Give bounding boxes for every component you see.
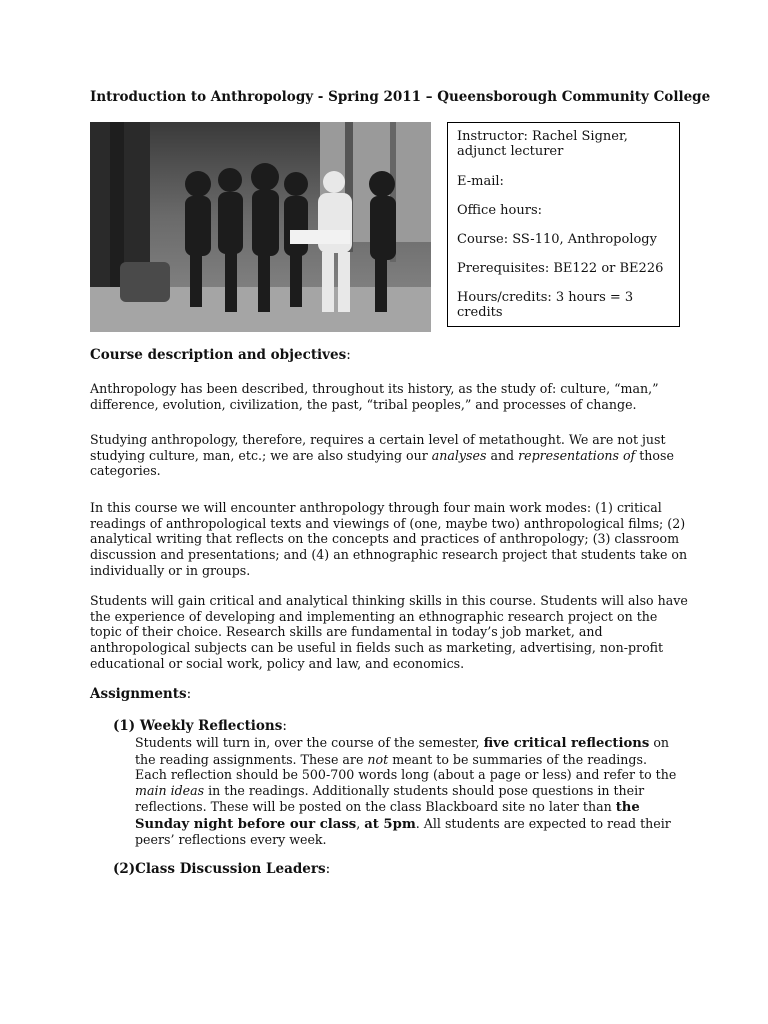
weekly-reflections-heading: (1) Weekly Reflections: [113, 718, 287, 734]
course-description-heading: Course description and objectives: [90, 347, 351, 363]
instructor-label: Instructor: Rachel Signer, [457, 129, 628, 144]
hours-credits-label: Hours/credits: 3 hours = 3 credits [457, 290, 634, 320]
page-title: Introduction to Anthropology - Spring 2011 – Queensborough Community College [90, 89, 711, 105]
email-label: E-mail: [457, 174, 504, 189]
historical-photo [90, 122, 431, 332]
course-info-box [447, 122, 680, 327]
office-hours-label: Office hours: [457, 203, 542, 218]
paragraph-metathought: Studying anthropology, therefore, requires a certain level of metathought. We are not just studying culture, man, etc.; we are also studying our analyses and representations of those categories. [90, 432, 674, 479]
paragraph-work-modes: In this course we will encounter anthropology through four main work modes: (1) critical readings of anthropological texts and viewings of (one, maybe two) anthropological films; (2) analytical writing that reflects on the concepts and practices of anthropology; (3) classroom discussion and presentations; and (4) an ethnographic research project that students take on individually or in groups. [90, 500, 688, 578]
prerequisites-label: Prerequisites: BE122 or BE226 [457, 261, 664, 276]
photo-icon [90, 122, 431, 332]
paragraph-skills: Students will gain critical and analytical thinking skills in this course. Students will also have the experience of developing and implementing an ethnographic research project on the topic of their choice. Research skills are fundamental in today’s job market, and anthropological subjects can be useful in fields such as marketing, advertising, non-profit educational or social work, policy and law, and economics. [90, 593, 688, 671]
assignments-heading: Assignments: [90, 686, 192, 702]
weekly-reflections-text: Students will turn in, over the course of the semester, five critical reflections on the reading assignments. These are not meant to be summaries of the readings. Each reflection should be 500-700 words long (about a page or less) and refer to the main ideas in the readings. Additionally students should pose questions in their reflections. These will be posted on the class Blackboard site no later than the Sunday night before our class, at 5pm. All students are expected to read their peers’ reflections every week. [135, 735, 677, 848]
paragraph-intro: Anthropology has been described, throughout its history, as the study of: culture, “man,” difference, evolution, civilization, the past, “tribal peoples,” and processes of change. [90, 381, 659, 412]
discussion-leaders-heading: (2)Class Discussion Leaders: [113, 861, 331, 877]
instructor-title: adjunct lecturer [457, 144, 564, 159]
course-label: Course: SS-110, Anthropology [457, 232, 657, 247]
